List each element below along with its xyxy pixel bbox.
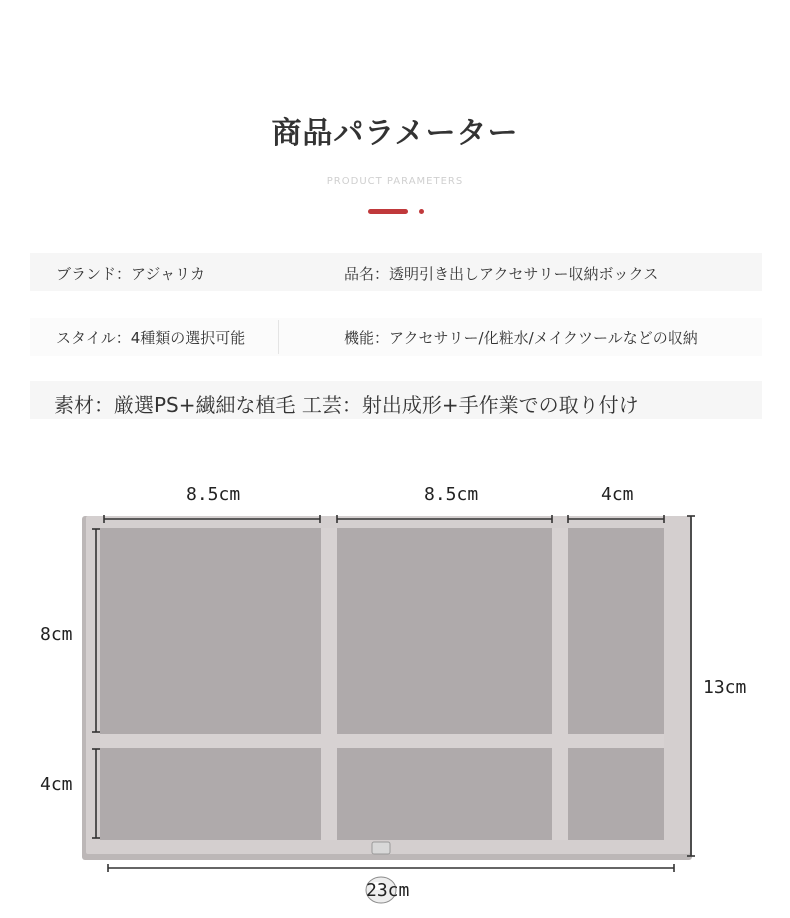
dimension-right-height: 13cm: [703, 677, 747, 698]
param-product-name: 品名：透明引き出しアクセサリー収納ボックス: [344, 265, 659, 283]
dimension-left-upper: 8cm: [40, 624, 73, 645]
param-function: 機能：アクセサリー/化粧水/メイクツールなどの収納: [344, 329, 698, 347]
param-style: スタイル：4種類の選択可能: [56, 329, 246, 347]
dimension-top-right: 4cm: [601, 484, 634, 505]
dimension-top-middle: 8.5cm: [424, 484, 479, 505]
dimension-bottom-width: 23cm: [366, 880, 410, 901]
dimension-top-left: 8.5cm: [186, 484, 241, 505]
dimension-left-lower: 4cm: [40, 774, 73, 795]
page-title: 商品パラメーター: [271, 116, 519, 151]
param-material: 素材：厳選PS+繊細な植毛 工芸：射出成形+手作業での取り付け: [54, 393, 639, 417]
page-subtitle: PRODUCT PARAMETERS: [326, 176, 464, 187]
param-brand: ブランド：アジャリカ: [56, 265, 205, 283]
